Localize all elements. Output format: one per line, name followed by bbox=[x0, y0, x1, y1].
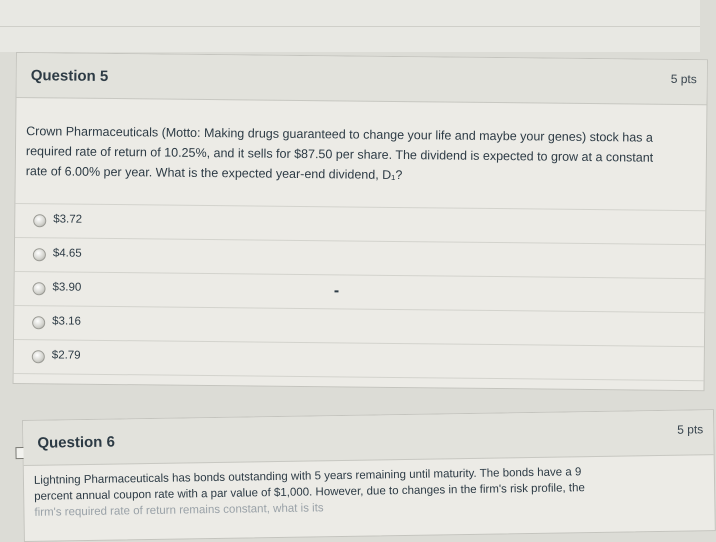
answer-label: $3.90 bbox=[52, 281, 82, 294]
radio-button[interactable] bbox=[32, 316, 45, 329]
mouse-cursor-mark bbox=[335, 290, 339, 292]
question-header bbox=[23, 410, 714, 466]
browser-top-strip bbox=[0, 0, 700, 52]
question-points: 5 pts bbox=[670, 71, 697, 87]
question-5-card bbox=[13, 52, 708, 391]
prompt-line: Lightning Pharmaceuticals has bonds outstanding with 5 years remaining until maturity. The bonds have a 9 bbox=[33, 466, 582, 487]
prompt-line: rate of 6.00% per year. What is the expected year-end dividend, D₁? bbox=[25, 164, 403, 183]
question-title: Question 5 bbox=[30, 67, 109, 85]
answer-label: $3.16 bbox=[52, 315, 82, 328]
radio-button[interactable] bbox=[33, 214, 46, 227]
question-title: Question 6 bbox=[37, 433, 116, 452]
prompt-line: percent annual coupon rate with a par value of $1,000. However, due to changes in the firm's risk profile, the bbox=[34, 482, 585, 503]
radio-button[interactable] bbox=[33, 248, 46, 261]
answer-label: $3.72 bbox=[53, 213, 83, 226]
radio-button[interactable] bbox=[32, 282, 45, 295]
question-header bbox=[17, 53, 707, 105]
answer-label: $4.65 bbox=[52, 247, 82, 260]
answer-option-5[interactable] bbox=[14, 339, 704, 381]
prompt-line: Crown Pharmaceuticals (Motto: Making drugs guaranteed to change your life and maybe your genes) stock has a bbox=[26, 124, 653, 145]
radio-button[interactable] bbox=[32, 350, 45, 363]
prompt-line: firm's required rate of return remains constant, what is its bbox=[34, 502, 324, 519]
prompt-line: required rate of return of 10.25%, and it sells for $87.50 per share. The dividend is expected to grow at a constant bbox=[25, 144, 654, 165]
question-6-card bbox=[22, 409, 716, 542]
answer-label: $2.79 bbox=[51, 349, 81, 362]
divider bbox=[0, 26, 700, 27]
question-prompt bbox=[34, 462, 695, 520]
answer-list bbox=[14, 203, 706, 381]
question-points: 5 pts bbox=[677, 422, 704, 437]
question-prompt bbox=[26, 121, 687, 188]
